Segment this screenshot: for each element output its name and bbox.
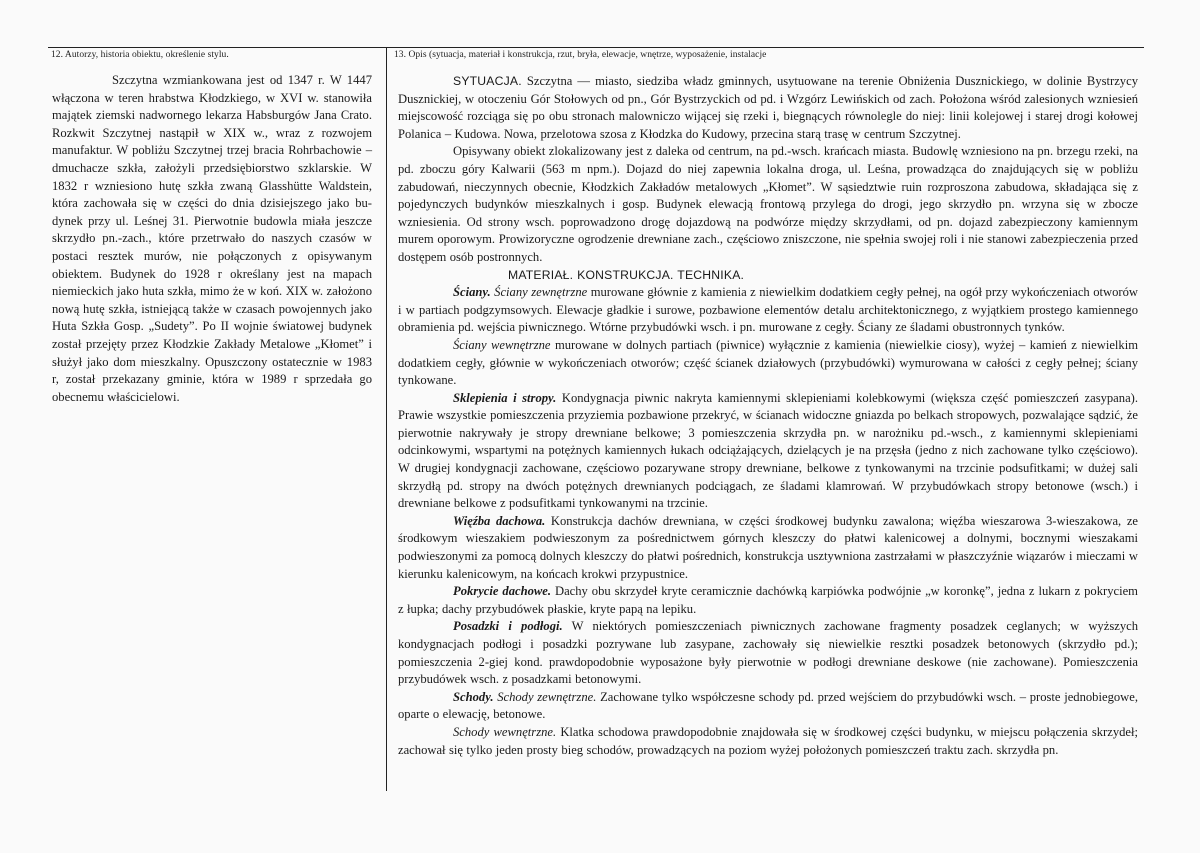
inner-stairs-text: Klatka schodowa prawdopodobnie znajdowała się w środkowej części budynku, w miejscu połączenia skrzydeł; zachował się tylko jeden prosty bieg schodów, prowadzących na poziom wyżej położonych pomieszczeń traktu zach. skrzydła pn. xyxy=(398,724,1138,757)
roofing-text: Dachy obu skrzydeł kryte ceramicznie dachówką karpiówka podwójnie „w koronkę”, jedna z lukarn z pokryciem z łupka; dachy przybudówek płaskie, kryte papą na lepiku. xyxy=(398,584,1138,616)
roofing-paragraph xyxy=(398,583,1138,618)
outer-walls-lead: Ściany zewnętrzne xyxy=(494,285,588,300)
vaults-text: Kondygnacja piwnic nakryta kamiennymi sklepieniami kolebkowymi (większa część pomieszczeń zasypana). Prawie wszystkie pomieszczenia przyziemia pozbawione przekryć, w ścianach widoczne gniazda po belkach stropowych, pozwalające sądzić, że pierwotnie nakrywały je stropy drewniane belkowe; 3 pomieszczenia skrzydła pn. w narożniku pd.-wsch., z kamiennymi sklepieniami odcinkowymi, wspartymi na potężnych kamiennych łukach odciążających, dzielących je na przęsła (jedno z nich zachowane tylko częściowo). W drugiej kondygnacji zachowane, częściowo pozarywane stropy drewniane, belkowe z tynkowanymi na trzcinie podsufitkami; w dużej sali skrzydłą pd. stropy na dwóch potężnych drewnianych podciągach, ze śladami klamrowań. W przybudówkach stropy betonowe (wsch.) i drewniane belkowe z podsufitkami tynkowanymi na trzcinie. xyxy=(398,390,1139,511)
walls-text: murowane głównie z kamienia z niewielkim dodatkiem cegły pełnej, na ogół przy wykończeniach otworów i w partiach podgzymsowych. Elewacje gładkie i surowe, pozbawione elementów detalu architektonicznego, z wyjątkiem prostego kamiennego obramienia pd. wejścia piwnicznego. Wtórne przybudówki wsch. i pn. murowane z cegły. Ściany ze śladami obustronnych tynków. xyxy=(398,285,1138,335)
section-13-header: 13. Opis (sytuacja, materiał i konstrukcja, rzut, bryła, elewacje, wnętrze, wyposażenie, instalacje xyxy=(394,50,767,60)
floors-lead: Posadzki i podłogi. xyxy=(453,619,563,634)
roof-truss-lead: Więźba dachowa. xyxy=(453,513,546,528)
inner-stairs-lead: Schody wewnętrzne. xyxy=(453,724,557,739)
vaults-lead: Sklepienia i stropy. xyxy=(453,390,557,405)
top-rule xyxy=(48,47,1144,48)
roofing-lead: Pokrycie dachowe. xyxy=(453,584,552,599)
object-location-paragraph: Opisywany obiekt zlokalizowany jest z daleka od centrum, na pd.-wsch. krańcach miasta. Budowlę wzniesiono na pn. brzegu rzeki, na pd. zboczu góry Kalwarii (563 m npm.). Dojazd do niej zapewnia lokalna droga, ul. Leśna, prowadząca do znajdujących się w pobliżu zabudowań, nieczynnych obecnie, Kłodzkich Zakładów metalowych „Kłomet”. W sąsiedztwie ruin rozproszona zabudowa, składająca się z pojedynczych budynków mieszkalnych i gosp. Budynek elewacją frontową przylega do drogi, jego skrzydło pn. wrzyna się w zbocze wzniesienia. Od strony wsch. poprowadzono drogę dojazdową na podwórze między skrzydłami, od pn. dojazd zabezpieczony kamiennym murem oporowym. Prowizoryczne ogrodzenie drewniane zach., częściowo zniszczone, nie spełnia swojej roli i nie stanowi zabezpieczenia przed dostępem osób postronnych. xyxy=(398,144,1138,264)
floors-text: W niektórych pomieszczeniach piwnicznych zachowane fragmenty posadzek ceglanych; w wyższych kondygnacjach podłogi i posadzki pozrywane lub zasypane, zachowały się niewielkie resztki posadzek betonowych (skrzydło pd.); pomieszczenia 2-giej kond. prawdopodobnie wyposażone były pierwotnie w podłogi drewniane deskowe (nie zachowane). Pomieszczenia przybudówek wsch. z posadzkami betonowymi. xyxy=(398,619,1138,687)
column-divider xyxy=(386,47,387,791)
situation-heading: SYTUACJA. xyxy=(453,74,522,88)
inner-stairs-paragraph xyxy=(398,724,1138,759)
material-heading: MATERIAŁ. KONSTRUKCJA. TECHNIKA. xyxy=(508,267,745,282)
roof-truss-paragraph xyxy=(398,513,1138,583)
history-column xyxy=(52,72,372,406)
stairs-text: Zachowane tylko współczesne schody pd. przed wejściem do przybudówki wsch. – proste jednobiegowe, oparte o elewację, betonowe. xyxy=(398,689,1138,722)
history-paragraph: Szczytna wzmiankowana jest od 1347 r. W 1447 włączona w teren hrabstwa Kłodzkiego, w XVI w. stanowiła majątek ziemski nadwornego lekarza Habsburgów Jana Crato. Rozkwit Szczytnej nastąpił w XIX w., wraz z rozwojem manufaktur. W pobliżu Szczytnej trzej bracia Rohrbachowie – dmuchacze szkła, założyli przedsiębiorstwo szklarskie. W 1832 r wzniesiono hutę szkła zwaną Glasshütte Waldstein, która zachowała się w części do dnia dzisiejszego jako budynek przy ul. Leśnej 31. Pierwotnie budowla miała jeszcze skrzydło pn.-zach., które przetrwało do naszych czasów w postaci resztek murów, nie połączonych z opisywanym obiektem. Budynek do 1928 r określany jest na mapach niemieckich jako huta szkła, mimo że w koń. XIX w. założono nową hutę szkła, istniejącą także w czasach powojennych jako Huta Szkła Gosp. „Sudety”. Po II wojnie światowej budynek został przejęty przez Kłodzkie Zakłady Metalowe „Kłomet” i służył jako dom mieszkalny. Opuszczony ostatecznie w 1983 r, został przekazany gminie, która w 1989 r sprzedała go obecnemu właścicielowi. xyxy=(52,73,372,404)
inner-walls-text: murowane w dolnych partiach (piwnice) wyłącznie z kamienia (niewielkie ciosy), wyżej – kamień z niewielkim dodatkiem cegły, głównie w wykończeniach otworów; część ścianek działowych (przybudówki) wymurowana w całości z cegły pełnej; ściany tynkowane. xyxy=(398,337,1139,388)
stairs-paragraph xyxy=(398,689,1138,724)
description-column xyxy=(398,73,1138,759)
section-12-header: 12. Autorzy, historia obiektu, określenie stylu. xyxy=(51,50,229,60)
inner-walls-paragraph xyxy=(398,337,1138,390)
roof-truss-text: Konstrukcja dachów drewniana, w części środkowej budynku zawalona; więźba wieszarowa 3-wieszakowa, ze środkowym wieszakiem podwieszonym za pośrednictwem górnych kleszczy do płatwi kalenicowej a dolnymi, bocznymi wieszakami podwieszonymi za pomocą dolnych kleszczy do płatwi pośrednich, konstrukcja usztywniona zastrzałami w płaszczyźnie wiązarów i mieczami w kierunku kalenicowym, na końcach krokwi przypustnice. xyxy=(398,513,1138,581)
stairs-lead: Schody. xyxy=(453,689,494,704)
situation-text: Szczytna — miasto, siedziba władz gminnych, usytuowane na terenie Obniżenia Dusznickiego, w dolinie Bystrzycy Dusznickiej, w otoczeniu Gór Stołowych od pn., Gór Bystrzyckich od pd. i Wzgórz Lewińskich od zach. Położona wśród zalesionych wzniesień miejscowość rozciąga się po obu stronach malowniczo wijącej się rzeki i, biegnących równolegle do niej: linii kolejowej i starej drogi kołowej Polanica – Kudowa. Nowa, przelotowa szosa z Kłodzka do Kudowy, przecina starą trasę w centrum Szczytnej. xyxy=(398,74,1138,141)
outer-stairs-lead: Schody zewnętrzne. xyxy=(497,689,597,704)
vaults-paragraph xyxy=(398,390,1138,513)
floors-paragraph xyxy=(398,618,1138,688)
walls-paragraph xyxy=(398,284,1138,337)
inner-walls-lead: Ściany wewnętrzne xyxy=(453,337,551,352)
situation-paragraph xyxy=(398,73,1138,143)
walls-lead: Ściany. xyxy=(453,285,491,300)
